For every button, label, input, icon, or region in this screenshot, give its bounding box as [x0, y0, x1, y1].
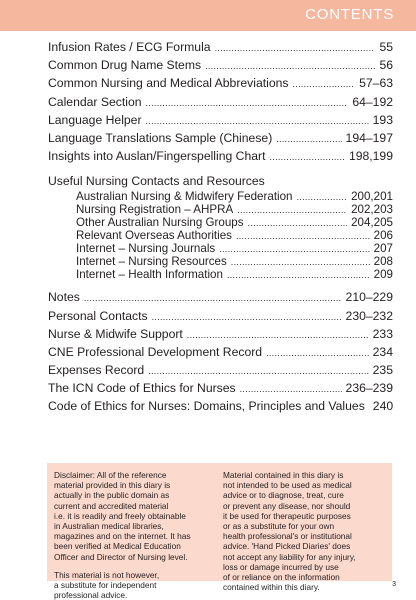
toc-entry-page: 235 [372, 363, 393, 378]
toc-entry-page: 200,201 [351, 189, 393, 203]
toc-entry-page: 194–197 [345, 130, 393, 145]
disclaimer-paragraph: Material contained in this diary is not intended to be used as medical advice or to diagnose, treat, cure or prevent any disease, nor should it be used for therapeutic purposes or as a substitute for your own health professional's or institutional advice. 'Hand Picked Diaries' does not accept any liability for any injury, loss or damage incurred by use of or reliance on the information contained within this diary. [223, 470, 356, 593]
dot-leader [84, 289, 342, 307]
dot-leader [146, 112, 369, 130]
toc-entry [48, 129, 393, 147]
toc-entry [48, 147, 393, 165]
toc-entry-page: 230–232 [345, 308, 393, 323]
toc-entry-page: 64–192 [352, 94, 393, 109]
toc-entry [48, 56, 393, 74]
toc-entry [48, 190, 393, 203]
toc-entry-label: Other Australian Nursing Groups [76, 215, 244, 229]
dot-leader [236, 230, 370, 243]
toc-entry [48, 379, 393, 397]
contacts-heading: Useful Nursing Contacts and Resources [48, 173, 265, 188]
toc-entry-page: 208 [373, 254, 393, 268]
toc-entry-label: Common Drug Name Stems [48, 58, 202, 73]
toc-main-list [48, 38, 393, 165]
dot-leader [215, 39, 376, 57]
dot-leader [237, 204, 347, 217]
toc-entry-label: Language Translations Sample (Chinese) [48, 130, 273, 145]
toc-entry [48, 325, 393, 343]
toc-entry-label: Language Helper [48, 112, 142, 127]
dot-leader [240, 380, 342, 398]
toc-entry [48, 93, 393, 111]
page-number: 3 [392, 581, 396, 588]
dot-leader [297, 191, 348, 204]
dot-leader [152, 308, 342, 326]
toc-entry [48, 216, 393, 229]
toc-entry-label: Insights into Auslan/Fingerspelling Chart [48, 149, 266, 164]
toc-entry [48, 111, 393, 129]
toc-entry-page: 57–63 [359, 76, 393, 91]
toc-entry [48, 307, 393, 325]
toc-entry-page: 55 [379, 40, 393, 54]
dot-leader [187, 326, 369, 344]
toc-entry-page: 209 [373, 267, 393, 281]
dot-leader [269, 148, 344, 166]
toc-entry [48, 38, 393, 56]
toc-entry-label: Australian Nursing & Midwifery Federation [76, 189, 293, 203]
toc-contacts-list [48, 190, 393, 281]
toc-entry-page: 56 [379, 58, 393, 73]
toc-entry [48, 397, 393, 415]
dot-leader [146, 94, 349, 112]
toc-entry [48, 203, 393, 216]
dot-leader [219, 243, 369, 256]
table-of-contents [48, 38, 393, 416]
toc-entry-label: Code of Ethics for Nurses: Domains, Principles and Values [48, 399, 365, 414]
dot-leader [266, 344, 369, 362]
toc-entry-page: 204,205 [351, 215, 393, 229]
toc-entry-page: 234 [372, 344, 393, 359]
dot-leader [292, 75, 355, 93]
toc-entry [48, 74, 393, 92]
toc-entry-label: Expenses Record [48, 363, 145, 378]
toc-entry-page: 210–229 [345, 290, 393, 305]
dot-leader [231, 256, 370, 269]
dot-leader [148, 362, 368, 380]
toc-entry [48, 343, 393, 361]
toc-entry-label: Nurse & Midwife Support [48, 326, 183, 341]
toc-entry-page: 233 [372, 326, 393, 341]
page-title: CONTENTS [305, 6, 394, 23]
disclaimer-box [47, 463, 392, 600]
toc-entry-label: CNE Professional Development Record [48, 344, 263, 359]
disclaimer-right-column [220, 470, 386, 593]
dot-leader [276, 130, 341, 148]
disclaimer-paragraph: This material is not however, a substitute for independent professional advice. [54, 569, 160, 600]
disclaimer-left-column [54, 470, 220, 600]
disclaimer-paragraph: Disclaimer: All of the reference material provided in this diary is actually in the public domain as current and accredited material i.e. it is readily and freely obtainable in Australian medical libraries, magazines and on the internet. It has been verified at Medical Education Officer and Director of Nursing level. [54, 470, 191, 562]
dot-leader [248, 217, 348, 230]
toc-entry-page: 193 [372, 112, 393, 127]
toc-entry-label: Notes [48, 290, 80, 305]
toc-entry [48, 361, 393, 379]
toc-entry-label: The ICN Code of Ethics for Nurses [48, 381, 236, 396]
toc-entry-page: 198,199 [348, 149, 393, 164]
toc-entry-label: Relevant Overseas Authorities [76, 228, 232, 242]
toc-entry [48, 255, 393, 268]
toc-entry-label: Common Nursing and Medical Abbreviations [48, 76, 289, 91]
toc-entry-label: Internet – Nursing Resources [76, 254, 227, 268]
toc-entry-label: Calendar Section [48, 94, 142, 109]
toc-entry [48, 288, 393, 306]
toc-entry-page: 206 [373, 228, 393, 242]
toc-entry-page: 240 [372, 399, 394, 414]
toc-entry-page: 207 [373, 241, 393, 255]
toc-entry [48, 268, 393, 281]
dot-leader [227, 269, 370, 282]
dot-leader [205, 57, 375, 75]
toc-entry-label: Internet – Nursing Journals [76, 241, 216, 255]
toc-entry [48, 242, 393, 255]
toc-entry-label: Personal Contacts [48, 308, 148, 323]
toc-entry-label: Nursing Registration – AHPRA [76, 202, 234, 216]
toc-entry-label: Infusion Rates / ECG Formula [48, 40, 211, 54]
toc-entry-page: 236–239 [345, 381, 393, 396]
toc-after-list [48, 288, 393, 415]
toc-entry-page: 202,203 [351, 202, 393, 216]
toc-entry [48, 229, 393, 242]
toc-entry-label: Internet – Health Information [76, 267, 223, 281]
